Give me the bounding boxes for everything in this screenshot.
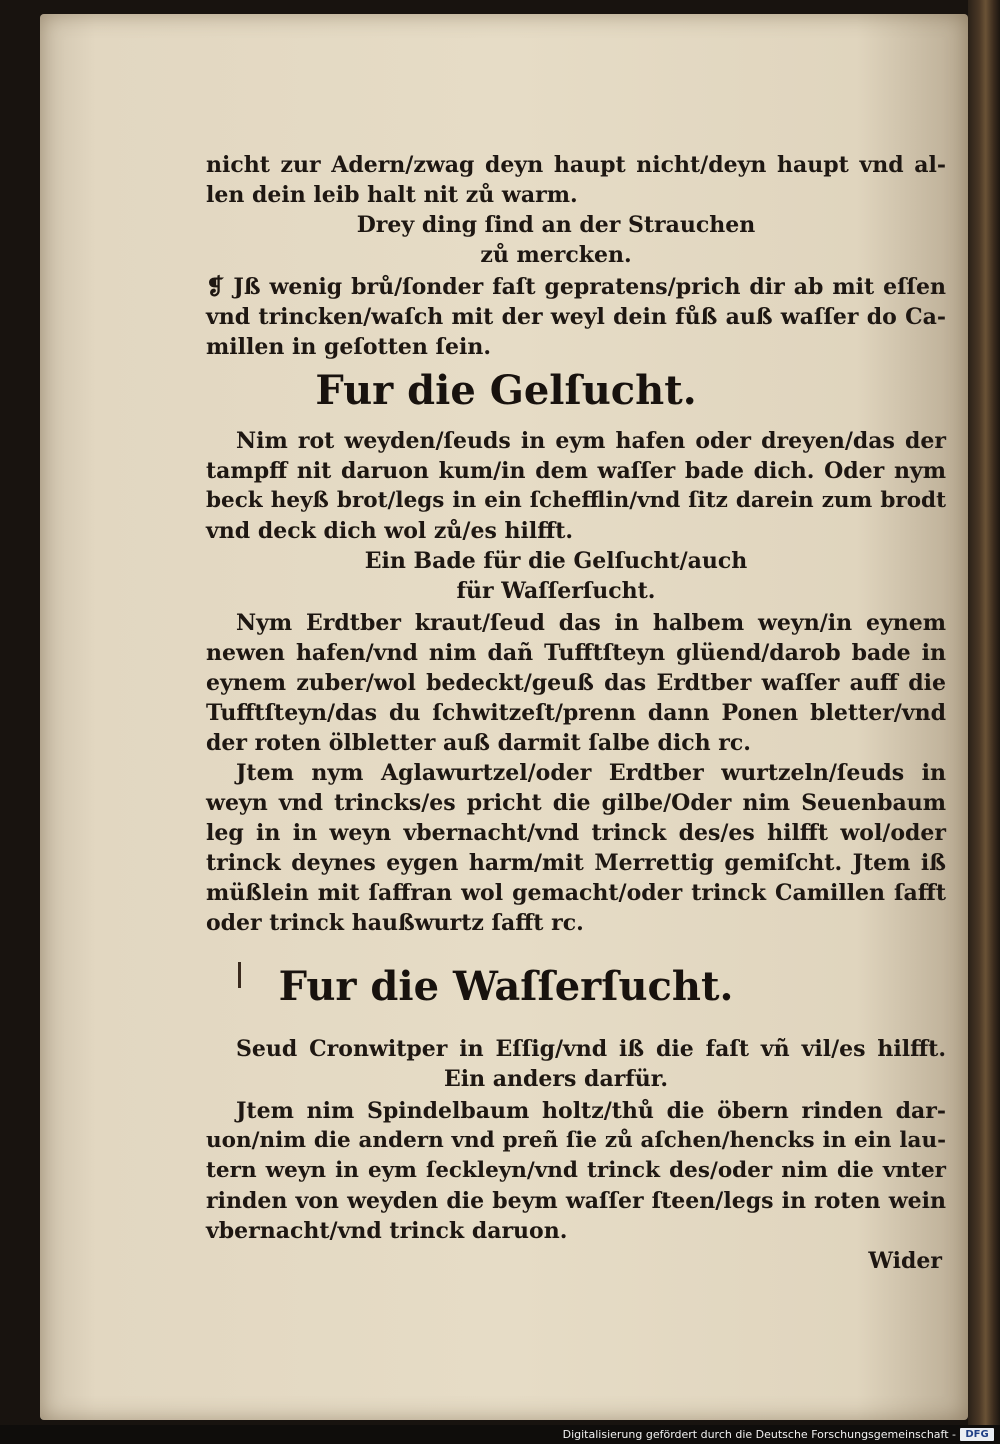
text-line: müßlein mit ſaffran wol gemacht/oder trinck Camillen ſafft [206, 880, 946, 906]
page-leaf [40, 14, 968, 1420]
text-line: vbernacht/vnd trinck daruon. [206, 1218, 568, 1244]
text-line: vnd trincken/waſch mit der weyl dein fůß auß waſſer do Ca- [206, 304, 946, 330]
page-edge [968, 0, 1000, 1425]
text-line: leg in in weyn vbernacht/vnd trinck des/es hilfft wol/oder [206, 820, 946, 846]
section-heading: Fur die Waſſerſucht. [278, 963, 734, 1010]
text-line: oder trinck haußwurtz ſafft rc. [206, 910, 584, 936]
text-line: uon/nim die andern vnd preñ ſie zů aſchen/hencks in ein lau- [206, 1128, 946, 1153]
subheading-line: Ein Bade für die Gelſucht/auch [364, 548, 748, 574]
text-line: beck heyß brot/legs in ein ſchefflin/vnd ſitz darein zum brodt [206, 488, 946, 513]
subheading-line: für Waſſerſucht. [456, 578, 656, 604]
footer-credit: Digitalisierung gefördert durch die Deutsche Forschungsgemeinschaft - [562, 1428, 956, 1441]
text-line: ❡ Jß wenig brů/ſonder faſt gepratens/prich dir ab mit eſſen [206, 274, 946, 300]
text-line: Tufftſteyn/das du ſchwitzeſt/prenn dann Ponen bletter/vnd [206, 700, 946, 726]
section-heading: Fur die Gelſucht. [315, 367, 697, 414]
text-line: weyn vnd trincks/es pricht die gilbe/Oder nim Seuenbaum [206, 790, 946, 816]
subheading-line: Ein anders darfür. [444, 1066, 668, 1092]
text-line: len dein leib halt nit zů warm. [206, 182, 578, 208]
text-line: eynem zuber/wol bedeckt/geuß das Erdtber waſſer auff die [206, 670, 946, 696]
text-line: rinden von weyden die beym waſſer ſteen/legs in roten wein [206, 1188, 946, 1214]
text-line: trinck deynes eygen harm/mit Merrettig gemiſcht. Jtem iß [206, 850, 946, 876]
text-line: Nym Erdtber kraut/ſeud das in halbem weyn/in eynem [236, 610, 946, 636]
text-line: newen hafen/vnd nim dañ Tufftſteyn glüend/darob bade in [206, 640, 946, 666]
ink-mark [238, 962, 241, 988]
text-line: tampff nit daruon kum/in dem waſſer bade dich. Oder nym [206, 458, 946, 484]
text-line: Jtem nym Aglawurtzel/oder Erdtber wurtzeln/ſeuds in [236, 760, 946, 786]
subheading-line: zů mercken. [480, 242, 632, 268]
text-line: nicht zur Adern/zwag deyn haupt nicht/deyn haupt vnd al- [206, 152, 946, 178]
text-line: Nim rot weyden/ſeuds in eym hafen oder dreyen/das der [236, 428, 946, 454]
text-line: tern weyn in eym ſeckleyn/vnd trinck des/oder nim die vnter [206, 1158, 946, 1183]
text-line: millen in geſotten ſein. [206, 334, 491, 360]
digitization-footer [0, 1425, 1000, 1444]
text-line: der roten ölbletter auß darmit ſalbe dich rc. [206, 730, 751, 756]
text-line: vnd deck dich wol zů/es hilfft. [206, 518, 574, 544]
dfg-logo-icon[interactable]: DFG [960, 1428, 994, 1441]
subheading-line: Drey ding ſind an der Strauchen [356, 212, 756, 238]
text-line: Seud Cronwitper in Eſſig/vnd iß die faſt vñ vil/es hilfft. [236, 1036, 946, 1062]
catchword: Wider [868, 1248, 942, 1274]
text-line: Jtem nim Spindelbaum holtz/thů die öbern rinden dar- [236, 1098, 946, 1124]
